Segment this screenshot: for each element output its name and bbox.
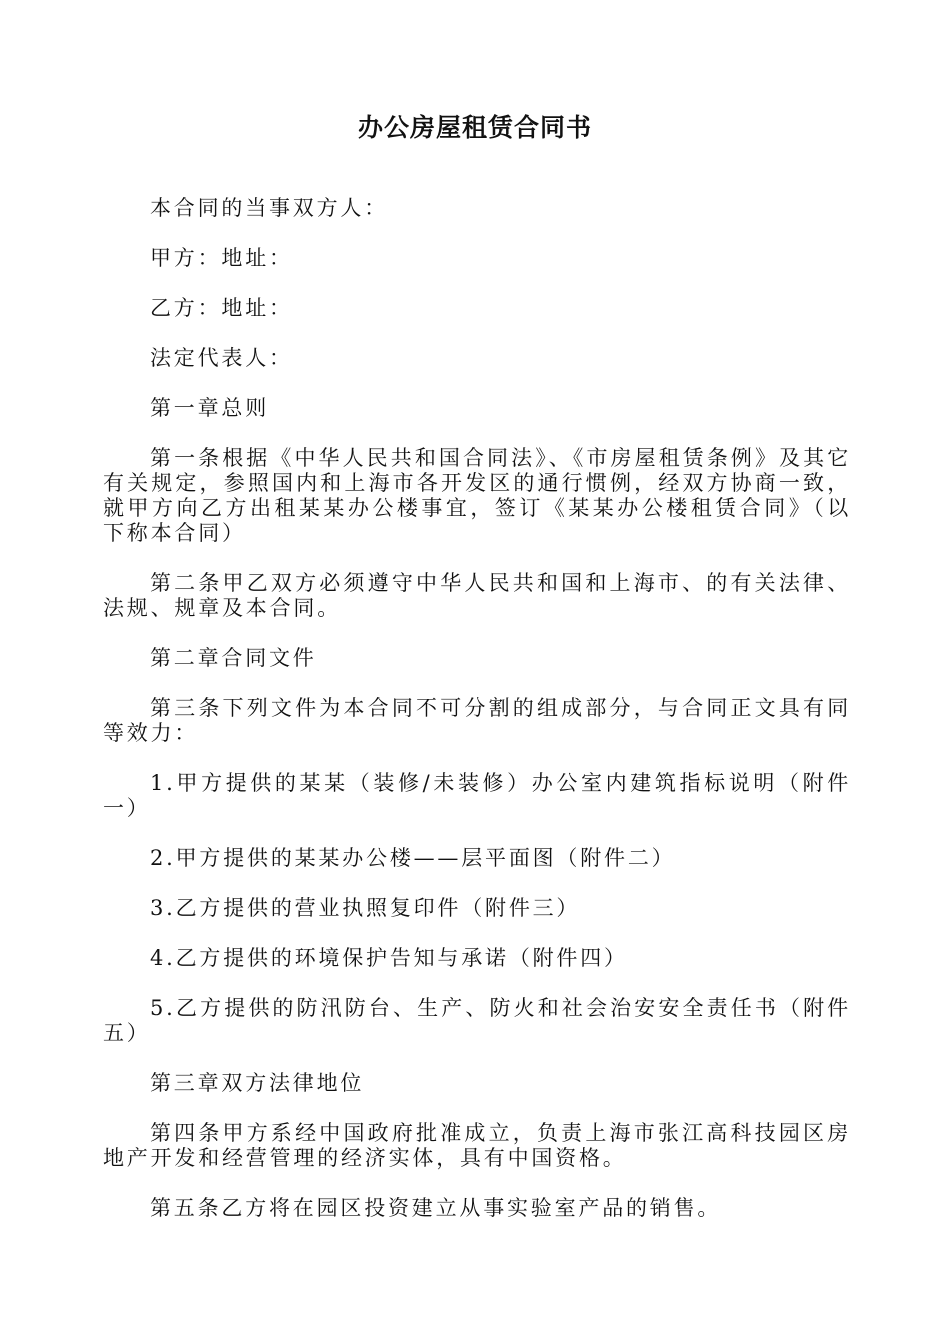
paragraph-legal-representative: 法定代表人：: [150, 346, 293, 370]
paragraph-party-a: 甲方：地址：: [150, 246, 293, 270]
list-item-3: 3.乙方提供的营业执照复印件（附件三）: [150, 896, 581, 920]
chapter-heading-1: 第一章总则: [150, 396, 269, 420]
chapter-heading-2: 第二章合同文件: [150, 646, 317, 670]
article-3: 第三条下列文件为本合同不可分割的组成部分，与合同正文具有同等效力：: [103, 696, 851, 745]
article-2: 第二条甲乙双方必须遵守中华人民共和国和上海市、的有关法律、法规、规章及本合同。: [103, 571, 851, 620]
article-4: 第四条甲方系经中国政府批准成立，负责上海市张江高科技园区房地产开发和经营管理的经济实体，具有中国资格。: [103, 1121, 851, 1170]
paragraph-party-b: 乙方：地址：: [150, 296, 293, 320]
paragraph-parties: 本合同的当事双方人：: [150, 196, 388, 220]
list-item-4: 4.乙方提供的环境保护告知与承诺（附件四）: [150, 946, 628, 970]
document-title: 办公房屋租赁合同书: [357, 113, 592, 142]
list-item-1: 1.甲方提供的某某（装修/未装修）办公室内建筑指标说明（附件一）: [103, 771, 851, 820]
article-1: 第一条根据《中华人民共和国合同法》、《市房屋租赁条例》及其它有关规定，参照国内和上海市各开发区的通行惯例，经双方协商一致，就甲方向乙方出租某某办公楼事宜，签订《某某办公楼租赁合同》（以下称本合同）: [103, 446, 851, 545]
list-item-5: 5.乙方提供的防汛防台、生产、防火和社会治安安全责任书（附件五）: [103, 996, 851, 1045]
document-body: [103, 196, 851, 1246]
article-5: 第五条乙方将在园区投资建立从事实验室产品的销售。: [150, 1196, 722, 1220]
chapter-heading-3: 第三章双方法律地位: [150, 1071, 365, 1095]
list-item-2: 2.甲方提供的某某办公楼——层平面图（附件二）: [150, 846, 676, 870]
